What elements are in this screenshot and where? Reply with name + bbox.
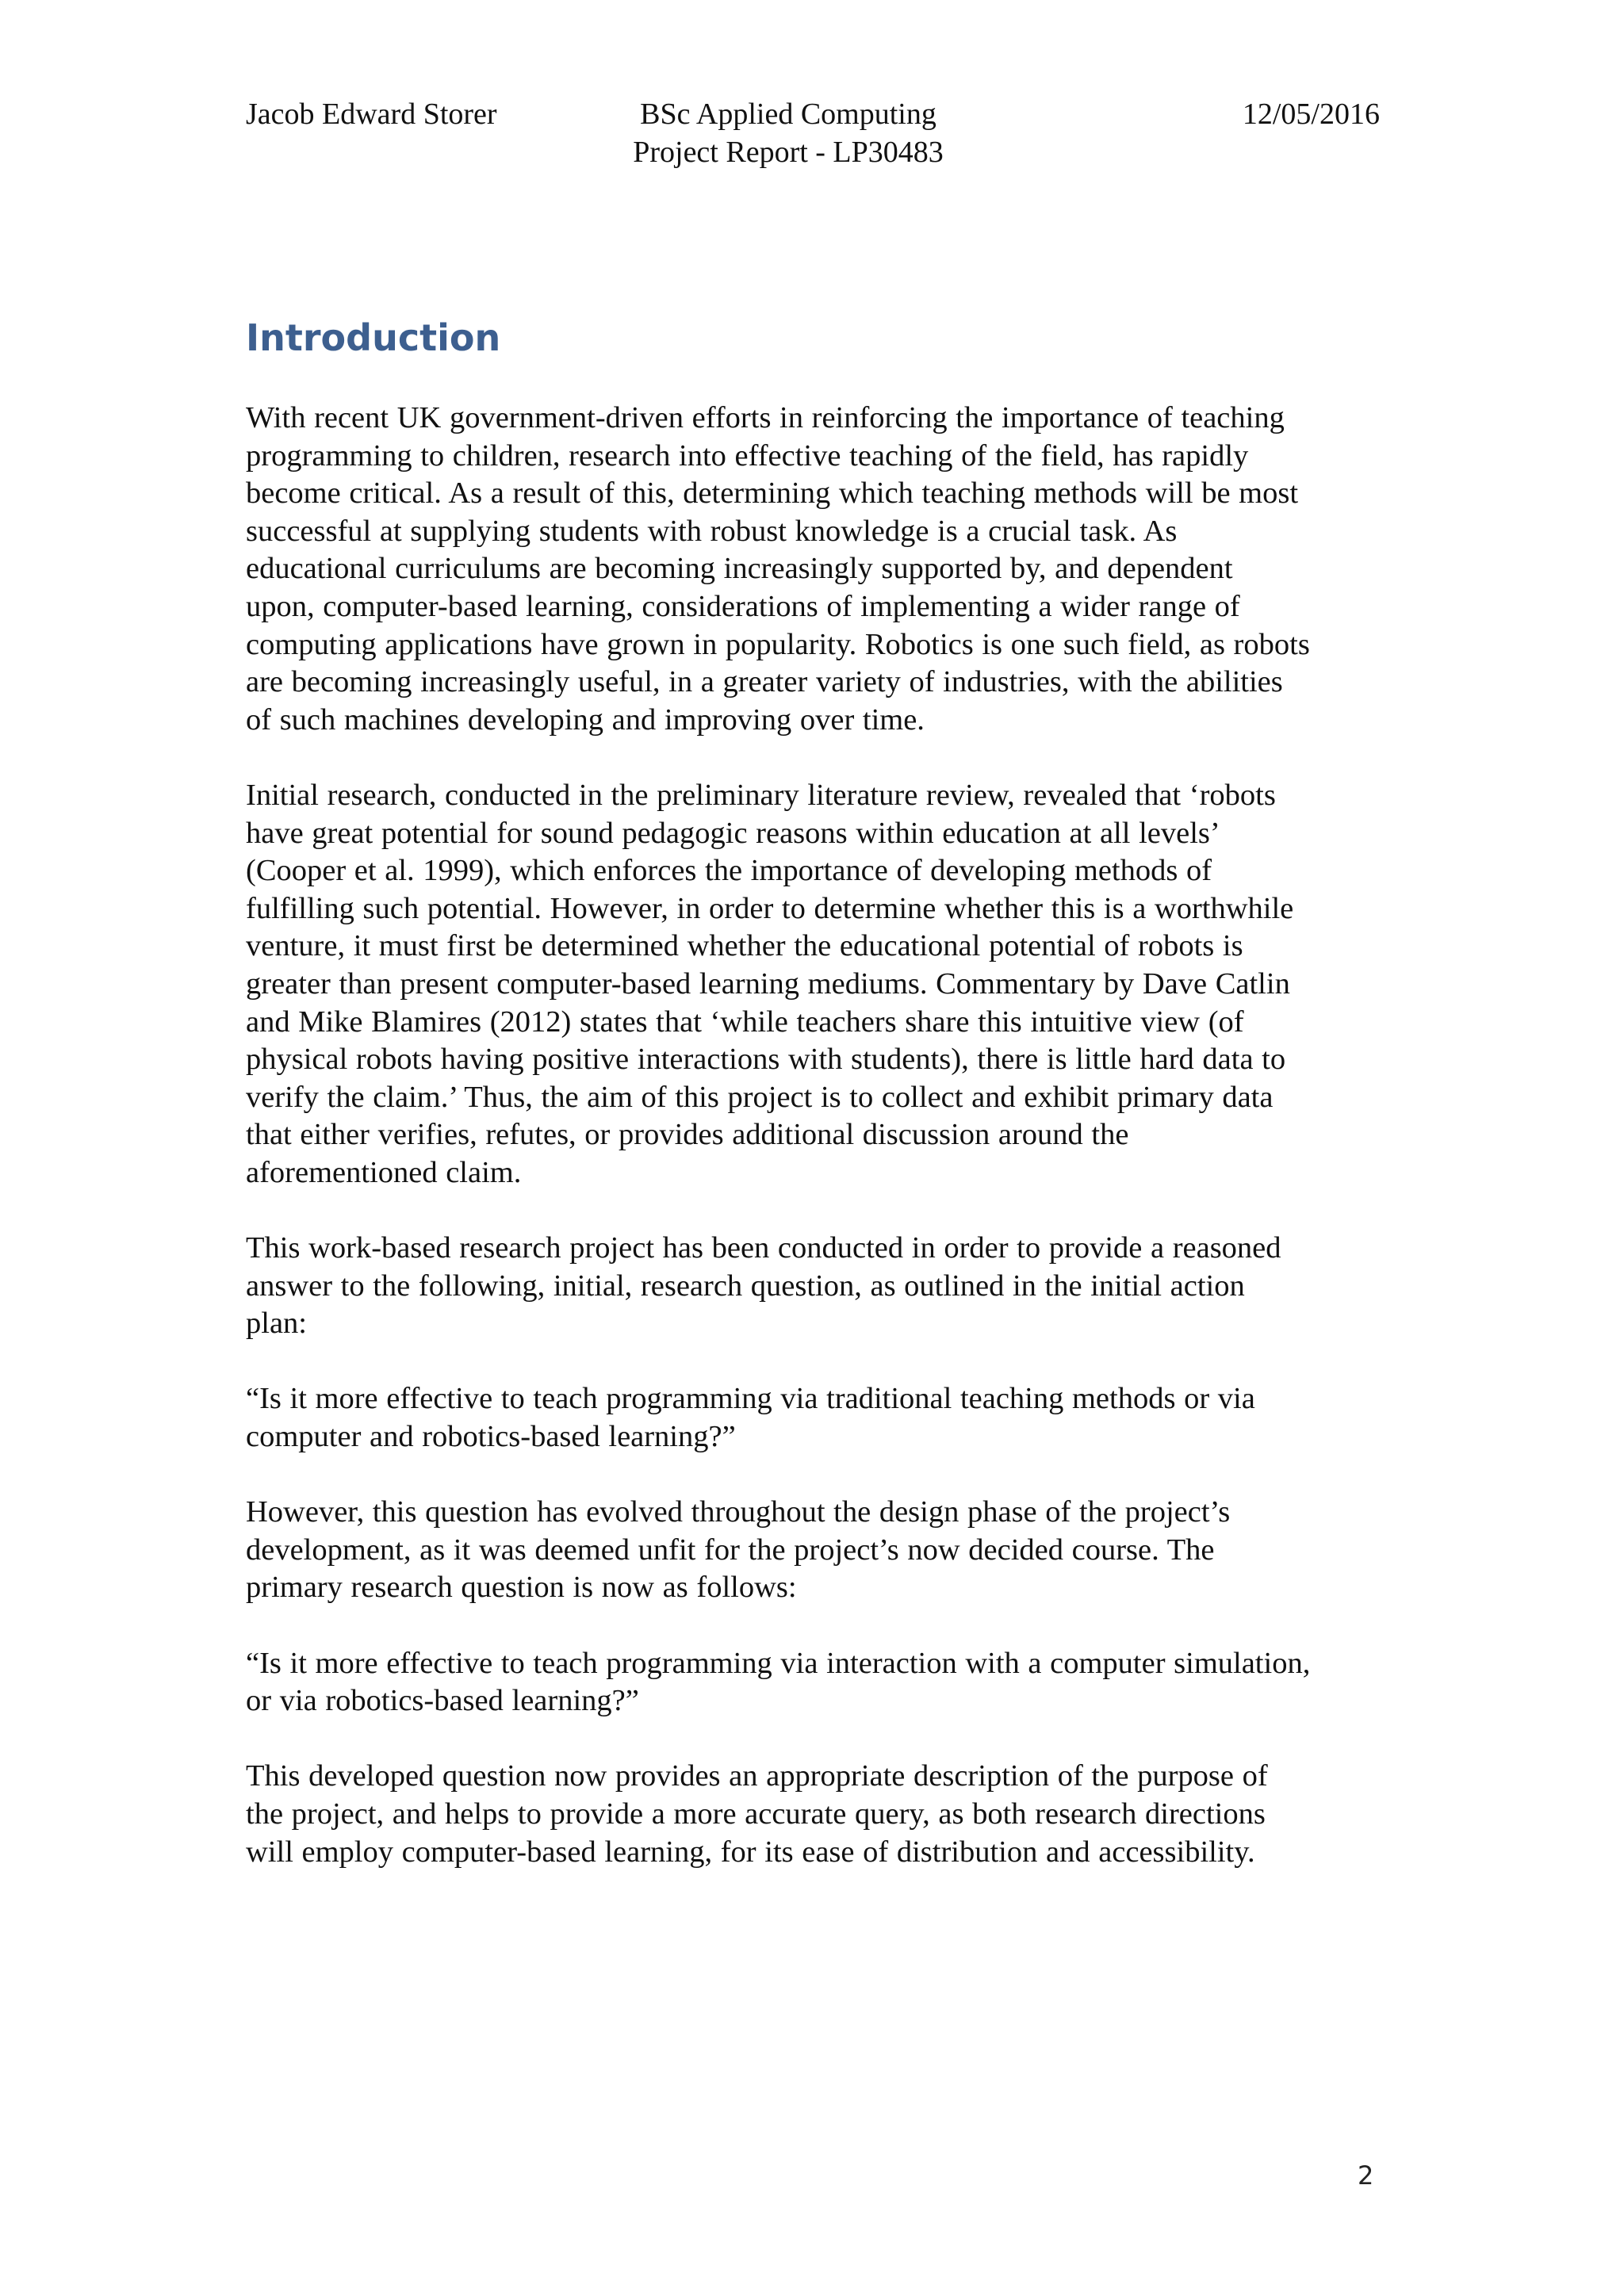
- paragraph: [246, 1758, 1388, 1871]
- header-author: Jacob Edward Storer: [246, 98, 497, 131]
- paragraph: [246, 1230, 1388, 1343]
- paragraph-line: development, as it was deemed unfit for the project’s now decided course. The: [246, 1533, 1215, 1567]
- paragraph-line: successful at supplying students with robust knowledge is a crucial task. As: [246, 514, 1178, 548]
- paragraph-line: are becoming increasingly useful, in a greater variety of industries, with the abilities: [246, 665, 1283, 699]
- paragraph-line: computing applications have grown in popularity. Robotics is one such field, as robots: [246, 627, 1310, 661]
- paragraph-line: greater than present computer-based learning mediums. Commentary by Dave Catlin: [246, 966, 1290, 1001]
- paragraph-line: venture, it must first be determined whether the educational potential of robots is: [246, 929, 1243, 963]
- paragraph-line: have great potential for sound pedagogic reasons within education at all levels’: [246, 816, 1220, 850]
- header-course: [614, 95, 963, 171]
- paragraph-line: “Is it more effective to teach programming via interaction with a computer simulation,: [246, 1646, 1311, 1680]
- paragraph-line: computer and robotics-based learning?”: [246, 1420, 736, 1454]
- header-course-line-1: BSc Applied Computing: [640, 98, 936, 131]
- page-number: 2: [1358, 2160, 1374, 2191]
- paragraph-line: primary research question is now as follows:: [246, 1571, 797, 1605]
- paragraph-line: of such machines developing and improving over time.: [246, 702, 925, 737]
- paragraph-line: “Is it more effective to teach programming via traditional teaching methods or via: [246, 1382, 1255, 1416]
- paragraph-line: This work-based research project has been conducted in order to provide a reasoned: [246, 1231, 1281, 1265]
- paragraph: [246, 777, 1388, 1192]
- paragraph-line: and Mike Blamires (2012) states that ‘while teachers share this intuitive view (of: [246, 1004, 1244, 1039]
- paragraph-line: (Cooper et al. 1999), which enforces the importance of developing methods of: [246, 854, 1212, 888]
- paragraph: [246, 1494, 1388, 1607]
- header-course-line-2: Project Report - LP30483: [633, 136, 944, 169]
- paragraph-line: programming to children, research into effective teaching of the field, has rapidly: [246, 438, 1249, 473]
- paragraph: [246, 400, 1388, 739]
- paragraph-line: However, this question has evolved throughout the design phase of the project’s: [246, 1495, 1231, 1529]
- paragraph-line: or via robotics-based learning?”: [246, 1684, 639, 1718]
- paragraph-line: Initial research, conducted in the preliminary literature review, revealed that ‘robots: [246, 778, 1276, 812]
- paragraph-line: educational curriculums are becoming increasingly supported by, and dependent: [246, 552, 1233, 586]
- paragraph-line: will employ computer-based learning, for its ease of distribution and accessibility.: [246, 1835, 1255, 1869]
- paragraph-line: physical robots having positive interactions with students), there is little hard data to: [246, 1043, 1286, 1077]
- section-heading: Introduction: [246, 316, 501, 359]
- paragraph-line: verify the claim.’ Thus, the aim of this project is to collect and exhibit primary data: [246, 1080, 1274, 1114]
- paragraph-line: plan:: [246, 1307, 307, 1341]
- paragraph-line: answer to the following, initial, research question, as outlined in the initial action: [246, 1269, 1245, 1303]
- document-body: [246, 400, 1388, 1871]
- paragraph: [246, 1645, 1388, 1720]
- paragraph-line: that either verifies, refutes, or provides additional discussion around the: [246, 1118, 1129, 1152]
- page-header: [246, 95, 1380, 182]
- paragraph-line: This developed question now provides an appropriate description of the purpose of: [246, 1759, 1268, 1793]
- paragraph-line: aforementioned claim.: [246, 1155, 522, 1189]
- paragraph: [246, 1380, 1388, 1456]
- paragraph-line: the project, and helps to provide a more accurate query, as both research directions: [246, 1797, 1266, 1831]
- paragraph-line: With recent UK government-driven efforts in reinforcing the importance of teaching: [246, 401, 1285, 434]
- header-date: 12/05/2016: [1242, 98, 1380, 131]
- paragraph-line: upon, computer-based learning, considerations of implementing a wider range of: [246, 589, 1240, 623]
- paragraph-line: fulfilling such potential. However, in order to determine whether this is a worthwhile: [246, 891, 1294, 925]
- paragraph-line: become critical. As a result of this, determining which teaching methods will be most: [246, 476, 1299, 511]
